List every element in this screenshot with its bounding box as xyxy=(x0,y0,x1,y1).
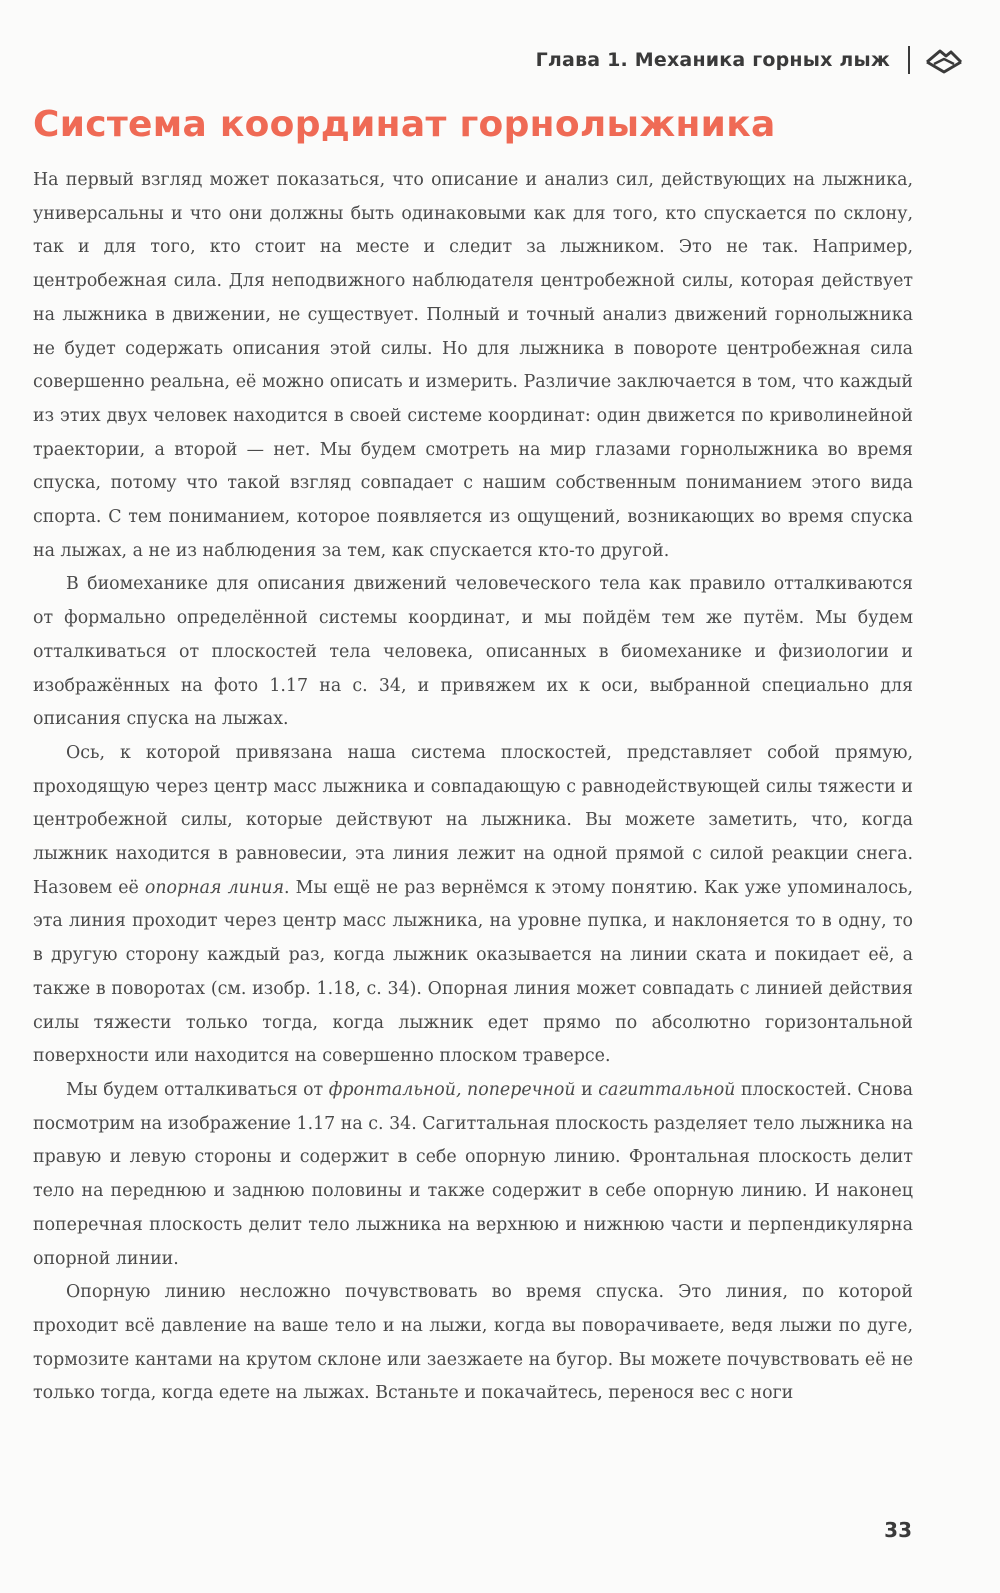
paragraph: На первый взгляд может показаться, что описание и анализ сил, действующих на лыжника, универсальны и что они должны быть одинаковыми как для того, кто спускается по склону, так и для того, кто стоит на месте и следит за лыжником. Это не так. Например, центробежная сила. Для неподвижного наблюдателя центробежной силы, которая действует на лыжника в движении, не существует. Полный и точный анализ движений горнолыжника не будет содержать описания этой силы. Но для лыжника в повороте центробежная сила совершенно реальна, её можно описать и измерить. Различие заключается в том, что каждый из этих двух человек находится в своей системе координат: один движется по криволинейной траектории, а второй — нет. Мы будем смотреть на мир глазами горнолыжника во время спуска, потому что такой взгляд совпадает с нашим собственным пониманием этого вида спорта. С тем пониманием, которое появляется из ощущений, возникающих во время спуска на лыжах, а не из наблюдения за тем, как спускается кто-то другой. xyxy=(33,170,913,561)
running-header xyxy=(536,42,964,78)
body-text xyxy=(33,164,913,1411)
paragraph: В биомеханике для описания движений человеческого тела как правило отталкиваются от формально определённой системы координат, и мы пойдём тем же путём. Мы будем отталкиваться от плоскостей тела человека, описанных в биомеханике и физиологии и изображённых на фото 1.17 на с. 34, и привяжем их к оси, выбранной специально для описания спуска на лыжах. xyxy=(33,574,913,730)
term-sagittal: сагиттальной xyxy=(598,1079,736,1100)
paragraph: Мы будем отталкиваться от фронтальной, поперечной и сагиттальной плоскостей. Снова посмотрим на изображение 1.17 на с. 34. Сагиттальная плоскость разделяет тело лыжника на правую и левую стороны и содержит в себе опорную линию. Фронтальная плоскость делит тело на переднюю и заднюю половины и также содержит в себе опорную линию. И наконец поперечная плоскость делит тело лыжника на верхнюю и нижнюю части и перпендикулярна опорной линии. xyxy=(33,1079,913,1269)
term-support-line: опорная линия xyxy=(144,877,285,898)
chapter-title: Глава 1. Механика горных лыж xyxy=(535,49,890,71)
paragraph: Ось, к которой привязана наша система плоскостей, представляет собой прямую, проходящую через центр масс лыжника и совпадающую с равнодействующей силы тяжести и центробежной силы, которые действуют на лыжника. Вы можете заметить, что, когда лыжник находится в равновесии, эта линия лежит на одной прямой с силой реакции снега. Назовем её опорная линия. Мы ещё не раз вернёмся к этому понятию. Как уже упоминалось, эта линия проходит через центр масс лыжника, на уровне пупка, и наклоняется то в одну, то в другую сторону каждый раз, когда лыжник оказывается на линии ската и покидает её, а также в поворотах (см. изобр. 1.18, с. 34). Опорная линия может совпадать с линией действия силы тяжести только тогда, когда лыжник едет прямо по абсолютно горизонтальной поверхности или находится на совершенно плоском траверсе. xyxy=(33,742,913,1067)
header-divider xyxy=(908,46,910,74)
section-title: Система координат горнолыжника xyxy=(33,104,776,145)
mountain-logo-icon xyxy=(924,43,964,77)
page-number: 33 xyxy=(884,1518,912,1542)
term-planes: фронтальной, поперечной xyxy=(328,1079,576,1100)
paragraph: Опорную линию несложно почувствовать во время спуска. Это линия, по которой проходит всё давление на ваше тело и на лыжи, когда вы поворачиваете, ведя лыжи по дуге, тормозите кантами на крутом склоне или заезжаете на бугор. Вы можете почувствовать её не только тогда, когда едете на лыжах. Встаньте и покачайтесь, перенося вес с ноги xyxy=(33,1282,913,1404)
